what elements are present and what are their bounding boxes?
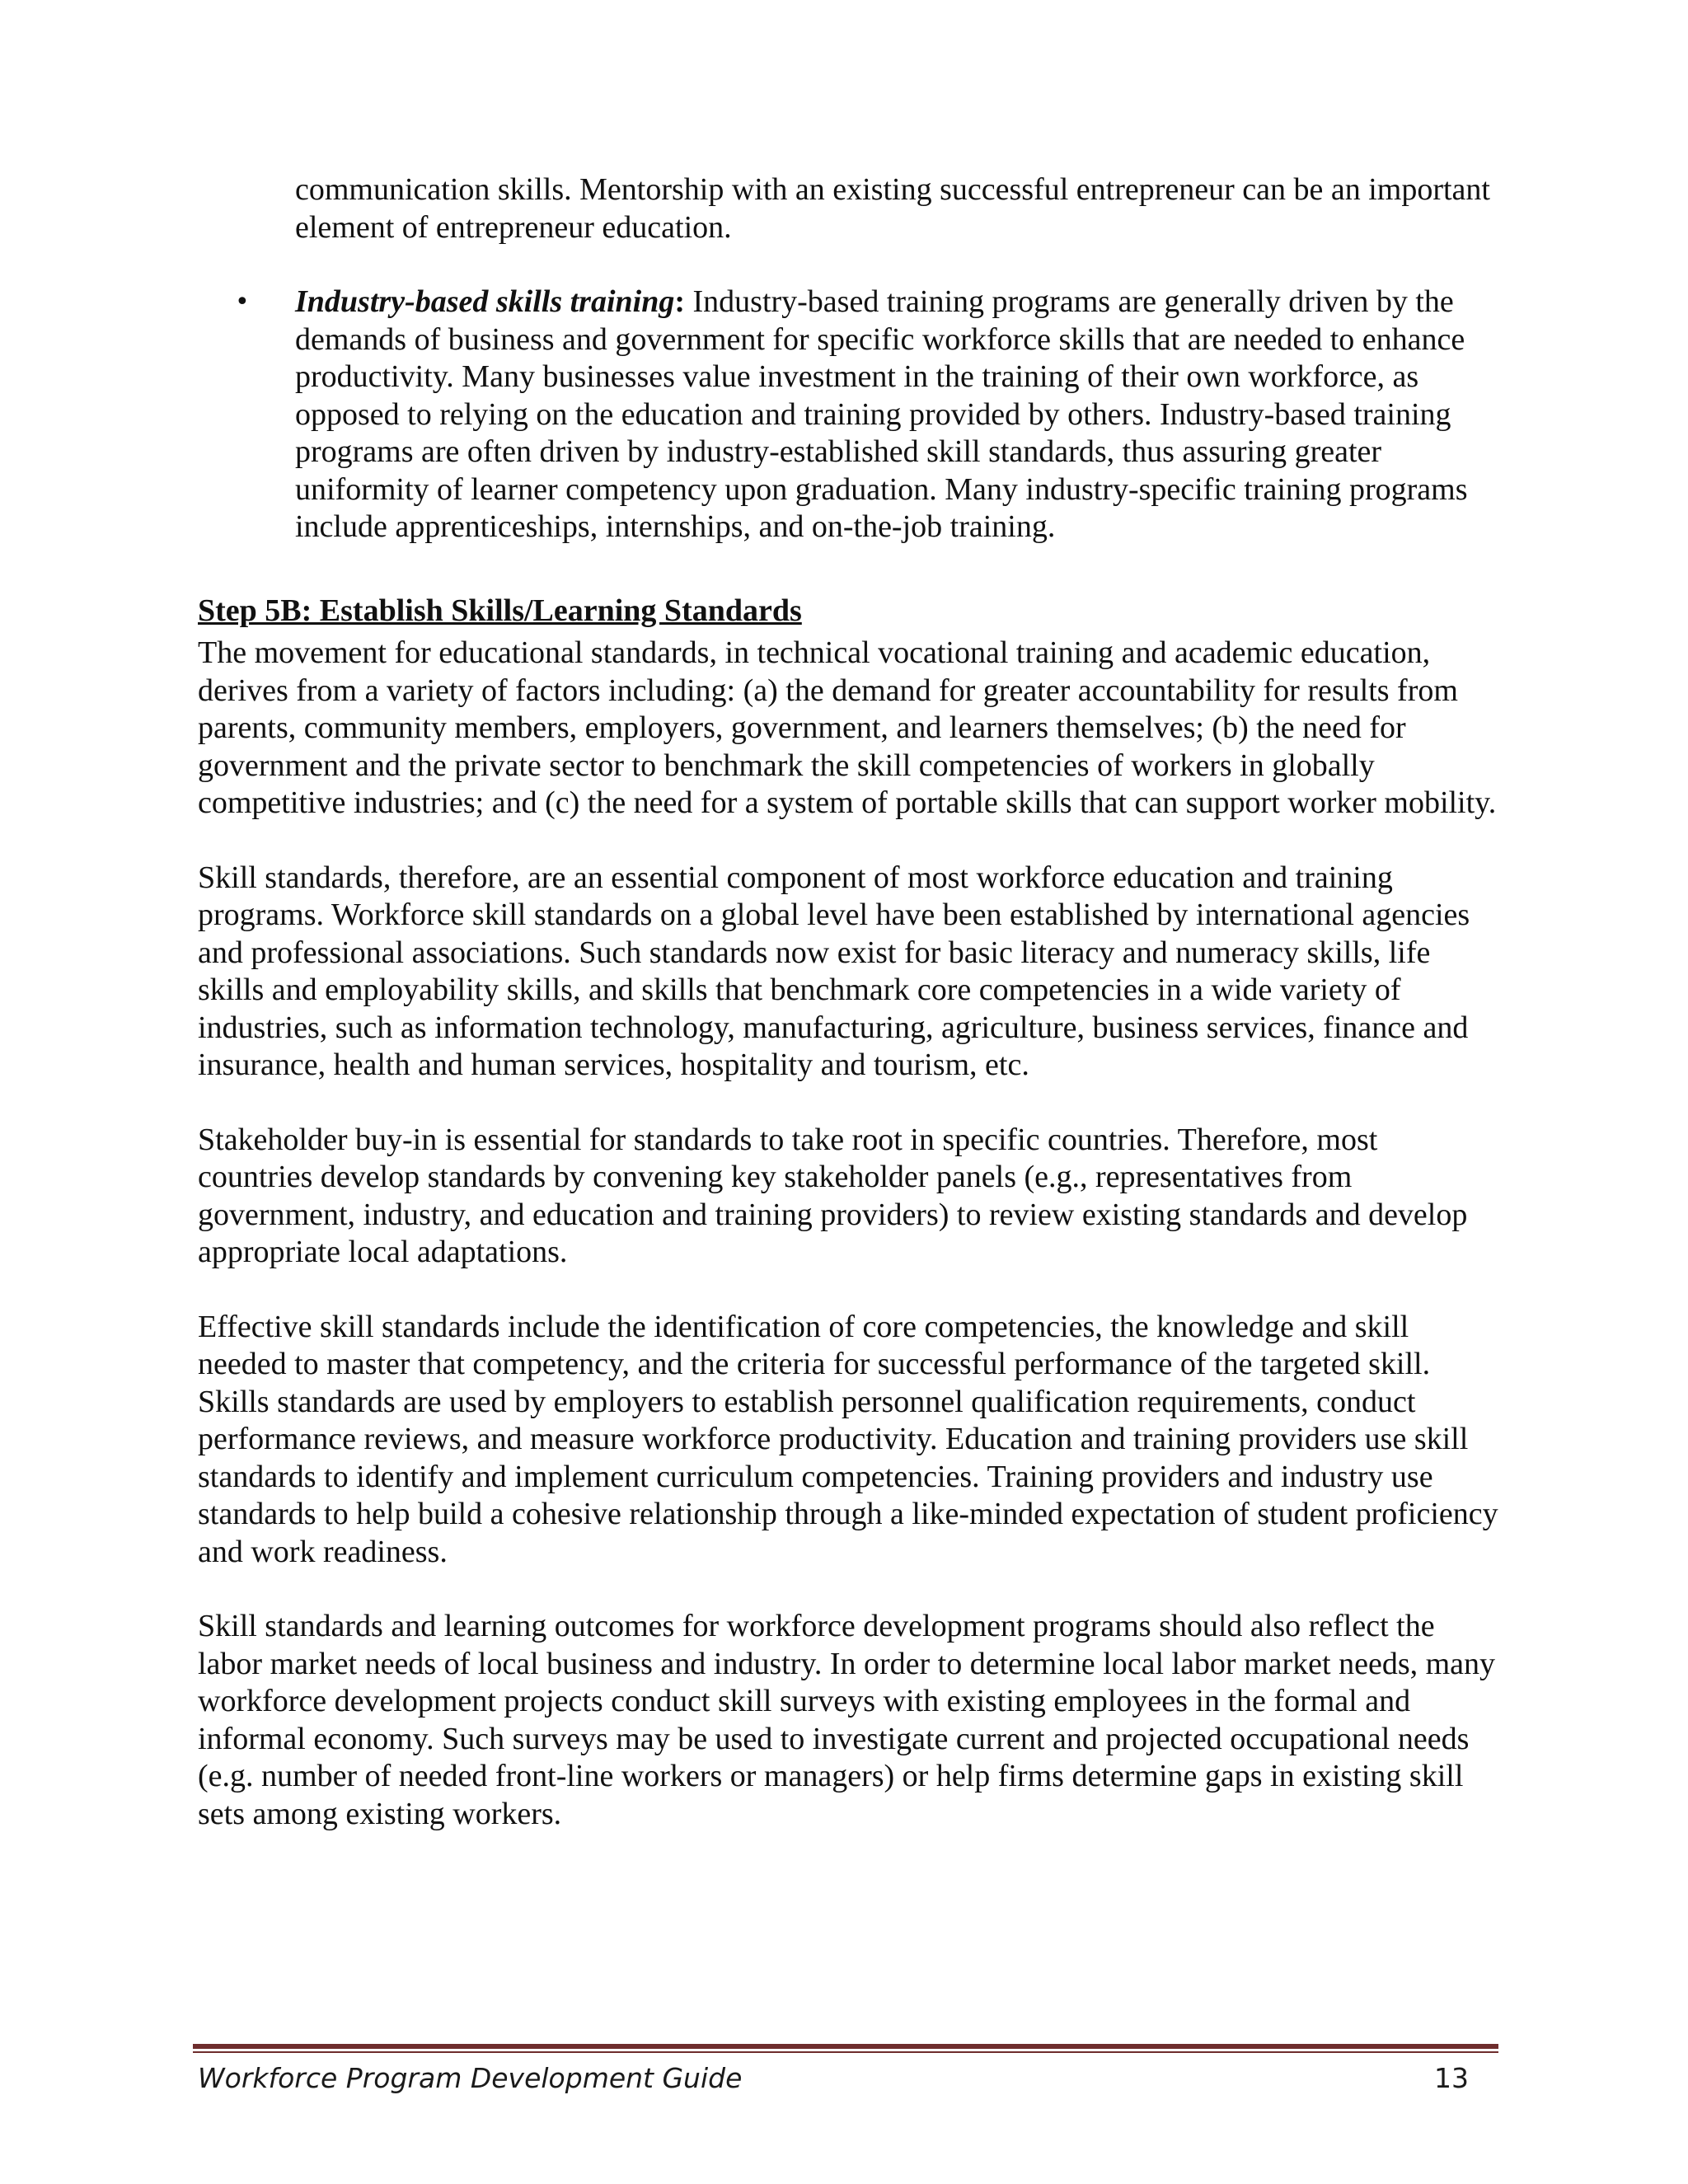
body-paragraph-3: Stakeholder buy-in is essential for standards to take root in specific countries. Therefore, most countries develop standards by convening key stakeholder panels (e.g., representatives from government, industry, and education and training providers) to review existing standards and develop appropriate local adaptations. <box>198 1122 1468 1269</box>
footer-rule-thin <box>193 2051 1498 2053</box>
bullet-term: Industry-based skills training <box>295 284 675 319</box>
section-heading: Step 5B: Establish Skills/Learning Standards <box>198 593 802 628</box>
body-paragraph-1: The movement for educational standards, in technical vocational training and academic education, derives from a variety of factors including: (a) the demand for greater accountability for results from parents, community members, employers, government, and learners themselves; (b) the need for government and the private sector to benchmark the skill competencies of workers in globally competitive industries; and (c) the need for a system of portable skills that can support worker mobility. <box>198 635 1497 820</box>
bullet-dot-icon: • <box>235 288 250 316</box>
bullet-colon: : <box>674 284 685 319</box>
bullet-item-industry-training <box>235 284 1500 546</box>
page-body <box>198 171 1500 1870</box>
body-paragraph-5: Skill standards and learning outcomes for workforce development programs should also reflect the labor market needs of local business and industry. In order to determine local labor market needs, many workforce development projects conduct skill surveys with existing employees in the formal and informal economy. Such surveys may be used to investigate current and projected occupational needs (e.g. number of needed front-line workers or managers) or help firms determine gaps in existing skill sets among existing workers. <box>198 1609 1496 1831</box>
body-paragraph-2: Skill standards, therefore, are an essential component of most workforce education and training programs. Workforce skill standards on a global level have been established by international agencies and professional associations. Such standards now exist for basic literacy and numeracy skills, life skills and employability skills, and skills that benchmark core competencies in a wide variety of industries, such as information technology, manufacturing, agriculture, business services, finance and insurance, health and human services, hospitality and tourism, etc. <box>198 860 1470 1082</box>
continued-bullet-paragraph: communication skills. Mentorship with an existing successful entrepreneur can be an important element of entrepreneur education. <box>295 172 1490 245</box>
bullet-text: Industry-based training programs are generally driven by the demands of business and government for specific workforce skills that are needed to enhance productivity. Many businesses value investment in the training of their own workforce, as opposed to relying on the education and training provided by others. Industry-based training programs are often driven by industry-established skill standards, thus assuring greater uniformity of learner competency upon graduation. Many industry-specific training programs include apprenticeships, internships, and on-the-job training. <box>295 284 1468 544</box>
footer-page-number: 13 <box>1434 2062 1469 2094</box>
footer-document-title: Workforce Program Development Guide <box>198 2062 743 2094</box>
footer-rule-thick <box>193 2044 1498 2049</box>
body-paragraph-4: Effective skill standards include the identification of core competencies, the knowledge and skill needed to master that competency, and the criteria for successful performance of the targeted skill. Skills standards are used by employers to establish personnel qualification requirements, conduct performance reviews, and measure workforce productivity. Education and training providers use skill standards to identify and implement curriculum competencies. Training providers and industry use standards to help build a cohesive relationship through a like-minded expectation of student proficiency and work readiness. <box>198 1309 1498 1569</box>
